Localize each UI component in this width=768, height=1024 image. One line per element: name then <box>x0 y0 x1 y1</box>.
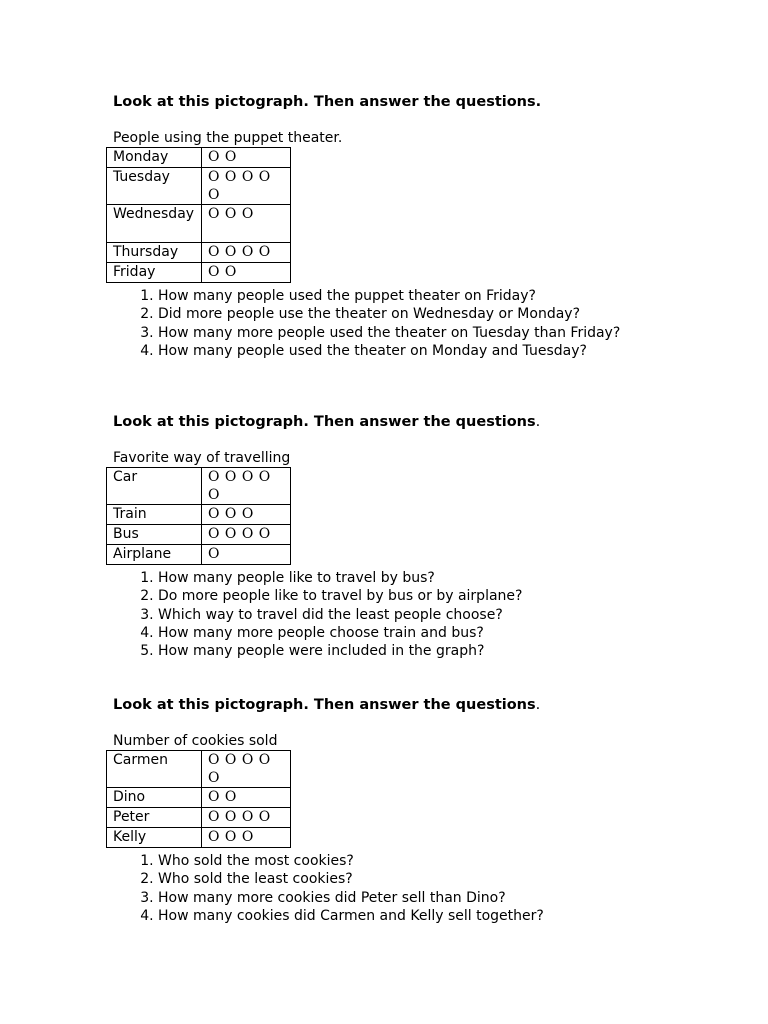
row-marks: O O O O <box>202 808 291 828</box>
row-marks: O <box>202 545 291 565</box>
pictograph-table <box>106 467 291 565</box>
row-label: Carmen <box>107 751 202 788</box>
row-label: Wednesday <box>107 205 202 243</box>
row-label: Dino <box>107 788 202 808</box>
table-row <box>107 205 291 243</box>
question-item: 3. How many more people used the theater on Tuesday than Friday? <box>158 324 638 342</box>
section-heading: Look at this pictograph. Then answer the questions. <box>113 414 541 430</box>
table-row <box>107 525 291 545</box>
question-item: 2. Did more people use the theater on Wednesday or Monday? <box>158 305 638 323</box>
row-label: Friday <box>107 263 202 283</box>
table-row <box>107 788 291 808</box>
question-item: 3. Which way to travel did the least people choose? <box>158 606 638 624</box>
row-label: Monday <box>107 148 202 168</box>
question-item: 4. How many more people choose train and bus? <box>158 624 638 642</box>
row-marks: O O O O <box>202 243 291 263</box>
question-item: 4. How many cookies did Carmen and Kelly sell together? <box>158 907 638 925</box>
table-row <box>107 263 291 283</box>
section-heading: Look at this pictograph. Then answer the questions. <box>113 94 542 110</box>
row-label: Thursday <box>107 243 202 263</box>
question-item: 4. How many people used the theater on Monday and Tuesday? <box>158 342 638 360</box>
section-heading: Look at this pictograph. Then answer the questions. <box>113 697 541 713</box>
row-label: Tuesday <box>107 168 202 205</box>
row-marks: O O O <box>202 205 291 243</box>
row-label: Train <box>107 505 202 525</box>
question-item: 2. Who sold the least cookies? <box>158 870 638 888</box>
table-caption: Number of cookies sold <box>113 733 278 749</box>
question-item: 3. How many more cookies did Peter sell than Dino? <box>158 889 638 907</box>
row-marks: O O <box>202 148 291 168</box>
row-marks: O O O O O <box>202 168 291 205</box>
row-marks: O O O O <box>202 525 291 545</box>
row-marks: O O <box>202 263 291 283</box>
question-item: 1. How many people like to travel by bus? <box>158 569 638 587</box>
question-list <box>137 287 638 360</box>
question-item: 2. Do more people like to travel by bus or by airplane? <box>158 587 638 605</box>
row-label: Peter <box>107 808 202 828</box>
question-item: 5. How many people were included in the graph? <box>158 642 638 660</box>
row-label: Car <box>107 468 202 505</box>
row-label: Airplane <box>107 545 202 565</box>
table-caption: People using the puppet theater. <box>113 130 343 146</box>
row-marks: O O O O O <box>202 468 291 505</box>
row-marks: O O O <box>202 505 291 525</box>
table-row <box>107 505 291 525</box>
table-row <box>107 243 291 263</box>
table-caption: Favorite way of travelling <box>113 450 291 466</box>
pictograph-table <box>106 147 291 283</box>
question-list <box>137 852 638 925</box>
pictograph-table <box>106 750 291 848</box>
pictograph-section-puppet-theater <box>113 93 713 359</box>
pictograph-section-travelling <box>113 413 713 660</box>
row-label: Bus <box>107 525 202 545</box>
question-item: 1. How many people used the puppet theater on Friday? <box>158 287 638 305</box>
table-row <box>107 828 291 848</box>
row-label: Kelly <box>107 828 202 848</box>
table-row <box>107 751 291 788</box>
question-list <box>137 569 638 660</box>
table-row <box>107 468 291 505</box>
row-marks: O O O <box>202 828 291 848</box>
table-row <box>107 808 291 828</box>
table-row <box>107 168 291 205</box>
pictograph-section-cookies <box>113 696 713 924</box>
row-marks: O O O O O <box>202 751 291 788</box>
table-row <box>107 148 291 168</box>
question-item: 1. Who sold the most cookies? <box>158 852 638 870</box>
table-row <box>107 545 291 565</box>
row-marks: O O <box>202 788 291 808</box>
